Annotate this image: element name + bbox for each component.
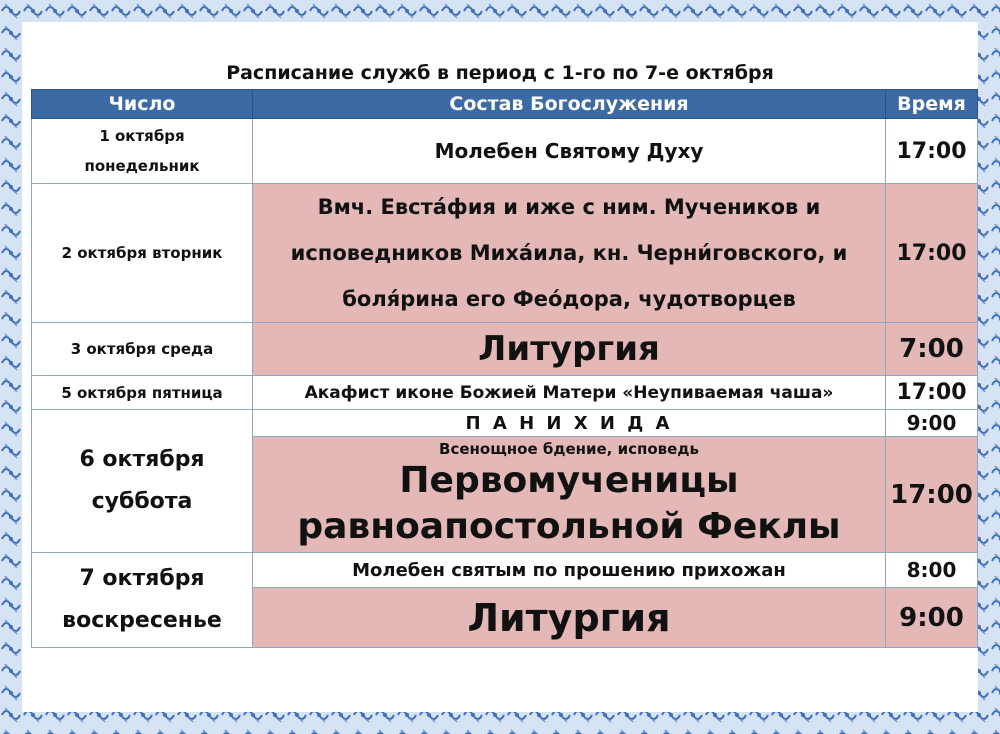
- header-time: Время: [886, 90, 978, 119]
- header-row: [32, 90, 978, 119]
- table-row: [32, 410, 978, 437]
- row-service: Вмч. Евста́фия и иже с ним. Мучеников и исповедников Миха́ила, кн. Черни́говского, и боля́рина его Фео́дора, чудотворцев: [253, 184, 886, 323]
- row-service: Акафист иконе Божией Матери «Неупиваемая чаша»: [253, 376, 886, 410]
- row-service: П А Н И Х И Д А: [253, 410, 886, 437]
- row-date: 6 октября суббота: [32, 410, 253, 553]
- row-service: Молебен святым по прошению прихожан: [253, 553, 886, 588]
- row-date: 5 октября пятница: [32, 376, 253, 410]
- row-service: Литургия: [253, 323, 886, 376]
- row-time: 7:00: [886, 323, 978, 376]
- row-service-note: Всенощное бдение, исповедь: [439, 439, 699, 458]
- table-row: [32, 553, 978, 588]
- table-row: [32, 119, 978, 184]
- row-date: 1 октября понедельник: [32, 119, 253, 184]
- row-service-cell: [253, 437, 886, 553]
- table-row: [32, 376, 978, 410]
- header-date: Число: [32, 90, 253, 119]
- row-time: 9:00: [886, 410, 978, 437]
- row-time: 17:00: [886, 184, 978, 323]
- table-row: [32, 184, 978, 323]
- row-service: Молебен Святому Духу: [253, 119, 886, 184]
- row-date: 3 октября среда: [32, 323, 253, 376]
- row-service: Первомученицы равноапостольной Феклы: [297, 459, 841, 547]
- header-service: Состав Богослужения: [253, 90, 886, 119]
- row-date: 2 октября вторник: [32, 184, 253, 323]
- row-time: 17:00: [886, 376, 978, 410]
- row-service: Литургия: [253, 588, 886, 648]
- row-time: 9:00: [886, 588, 978, 648]
- row-time: 8:00: [886, 553, 978, 588]
- schedule-title: Расписание служб в период с 1-го по 7-е октября: [226, 62, 774, 84]
- row-date: 7 октября воскресенье: [32, 553, 253, 648]
- row-time: 17:00: [886, 119, 978, 184]
- table-row: [32, 323, 978, 376]
- schedule-table: [31, 89, 978, 648]
- row-time: 17:00: [886, 437, 978, 553]
